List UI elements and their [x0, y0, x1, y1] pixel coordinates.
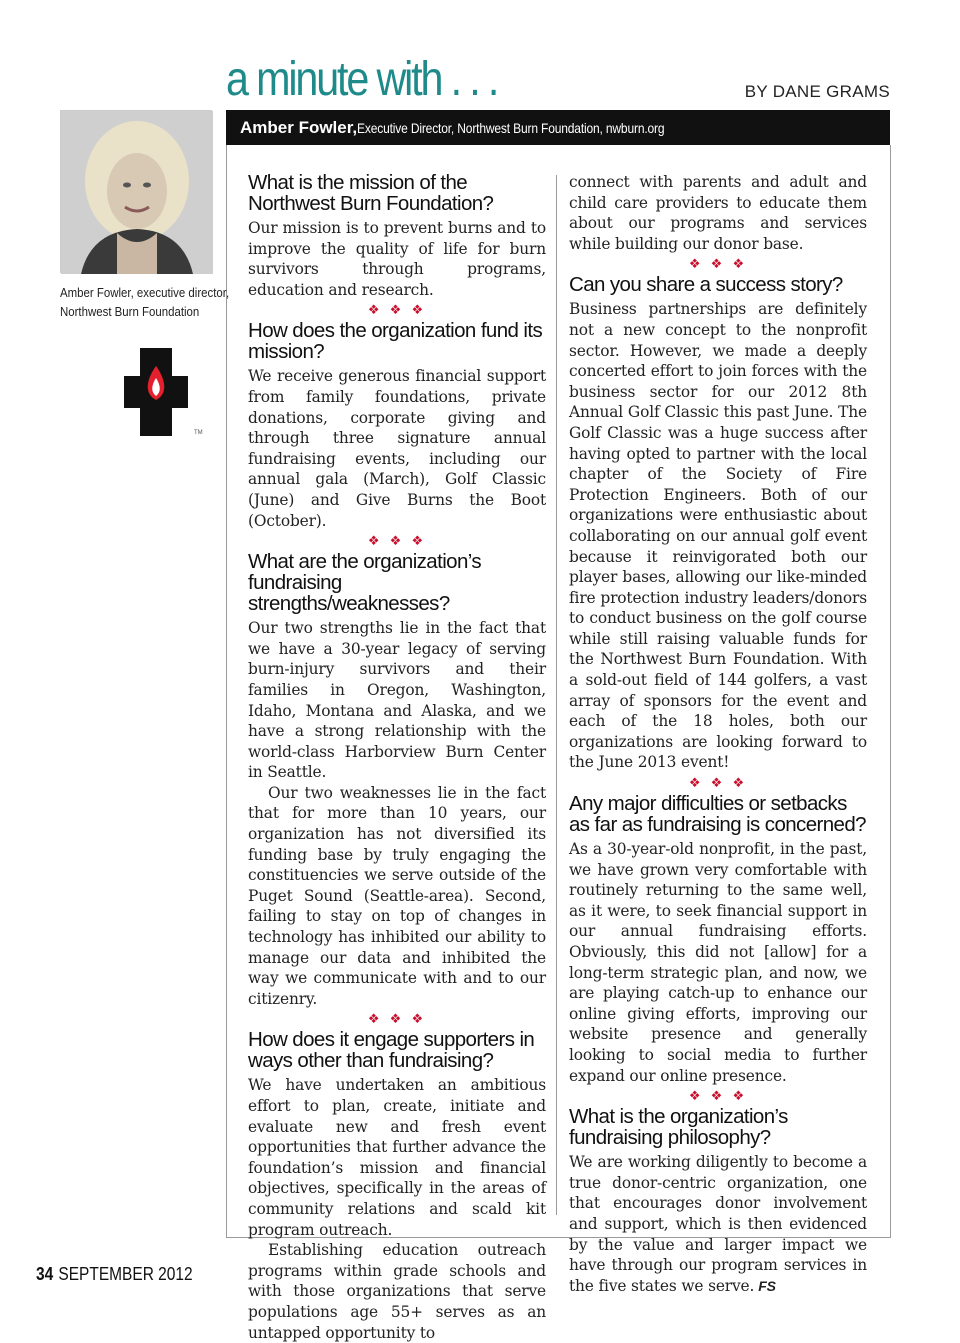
issue-date: SEPTEMBER 2012 — [58, 1264, 193, 1284]
ornament-divider: ❖ ❖ ❖ — [367, 534, 427, 550]
portrait-photo — [60, 110, 212, 273]
ornament-divider: ❖ ❖ ❖ — [688, 776, 748, 792]
left-column — [248, 172, 546, 1343]
ornament-divider: ❖ ❖ ❖ — [688, 1089, 748, 1105]
answer-paragraph: Our mission is to prevent burns and to improve the quality of life for burn survivors through programs, education and research. — [248, 219, 546, 299]
ornament-divider: ❖ ❖ ❖ — [367, 1012, 427, 1028]
question-heading: What is the organization’s fundraising philosophy? — [569, 1105, 788, 1150]
question-heading: What is the mission of the Northwest Burn Foundation? — [248, 171, 494, 215]
photo-caption — [60, 283, 230, 321]
interviewee-name: Amber Fowler, — [240, 118, 358, 137]
ornament-divider: ❖ ❖ ❖ — [367, 303, 427, 319]
trademark-mark: TM — [194, 430, 203, 436]
page-number: 34 — [36, 1264, 54, 1284]
page-footer — [36, 1264, 193, 1285]
name-bar — [226, 110, 890, 145]
answer-paragraph: We receive generous financial support from family foundations, private donations, corporate giving and through three signature annual fundraising events, including our annual gala (March), Golf Classic (June) and Give Burns the Boot (October). — [248, 367, 546, 530]
answer-paragraph: Establishing education outreach programs within grade schools and with those organizations that serve populations age 55+ serves as an untapped opportunity to — [248, 1241, 546, 1342]
interviewee-role: Executive Director, Northwest Burn Foundation, nwburn.org — [357, 120, 665, 136]
ornament-divider: ❖ ❖ ❖ — [688, 257, 748, 273]
question-heading: How does the organization fund its mission? — [248, 319, 543, 364]
answer-paragraph: Business partnerships are definitely not a new concept to the nonprofit sector. However, we made a deeply concerted effort to join forces with the business sector for our 2012 8th Annual Golf Classic this past June. The Golf Classic was a huge success after having opted to partner with the local chapter of the Society of Fire Protection Engineers. Both of our organizations were enthusiastic about collaborating on our annual golf event because it reinvigorated both our player bases, allowing our like-minded fire protection industry leaders/donors to conduct business on the golf course while still raising valuable funds for the Northwest Burn Foundation. With a sold-out field of 144 golfers, a vast array of sponsors for the event and each of the 18 holes, both our organizations are looking forward to the June 2013 event! — [569, 300, 867, 772]
end-mark: FS — [758, 1277, 776, 1294]
answer-paragraph: connect with parents and adult and child care providers to educate them about our programs and services while building our donor base. — [569, 173, 867, 253]
question-heading: What are the organization’s fundraising strengths/weaknesses? — [248, 550, 481, 616]
answer-paragraph: Our two weaknesses lie in the fact that for more than 10 years, our organization has not diversified its funding base by truly engaging the constituencies we serve outside of the Puget Sound (Seattle-area). Second, failing to stay on top of changes in technology has inhibited our ability to manage our data and inhibited the way we communicate with and to our citizenry. — [248, 783, 546, 1008]
caption-line: Amber Fowler, executive director, — [60, 285, 230, 300]
answer-paragraph: As a 30-year-old nonprofit, in the past, we have grown very comfortable with routinely returning to the same well, as it were, to seek financial support in our annual fundraising efforts. Obviously, this did not [allow] for a long-term strategic plan, and now, we are playing catch-up to enhance our online giving efforts, improving our website presence and generally looking to social media to further expand our online presence. — [569, 840, 867, 1085]
right-column — [569, 172, 867, 1296]
question-heading: How does it engage supporters in ways other than fundraising? — [248, 1028, 535, 1073]
question-heading: Any major difficulties or setbacks as far as fundraising is concerned? — [569, 792, 866, 837]
answer-text: We are working diligently to become a true donor-centric organization, one that encourages donor involvement and support, which is then evidenced by the value and larger impact we have through our program services in the five states we serve. — [569, 1153, 867, 1295]
section-title: a minute with . . . — [226, 53, 498, 106]
answer-paragraph: We have undertaken an ambitious effort to plan, create, initiate and evaluate new and fresh event opportunities that further advance the foundation’s mission and financial objectives, specifically in the areas of community relations and scald kit program outreach. — [248, 1076, 546, 1239]
caption-line: Northwest Burn Foundation — [60, 304, 200, 319]
answer-paragraph: Our two strengths lie in the fact that we have a 30-year legacy of serving burn-injury survivors and their families in Oregon, Washington, Idaho, Montana and Alaska, and we have a strong relationship with the world-class Harborview Burn Center in Seattle. — [248, 619, 546, 782]
question-heading: Can you share a success story? — [569, 273, 843, 297]
foundation-logo — [124, 348, 212, 436]
byline: BY DANE GRAMS — [744, 82, 890, 101]
answer-paragraph — [569, 1152, 867, 1296]
column-divider — [556, 175, 557, 1215]
